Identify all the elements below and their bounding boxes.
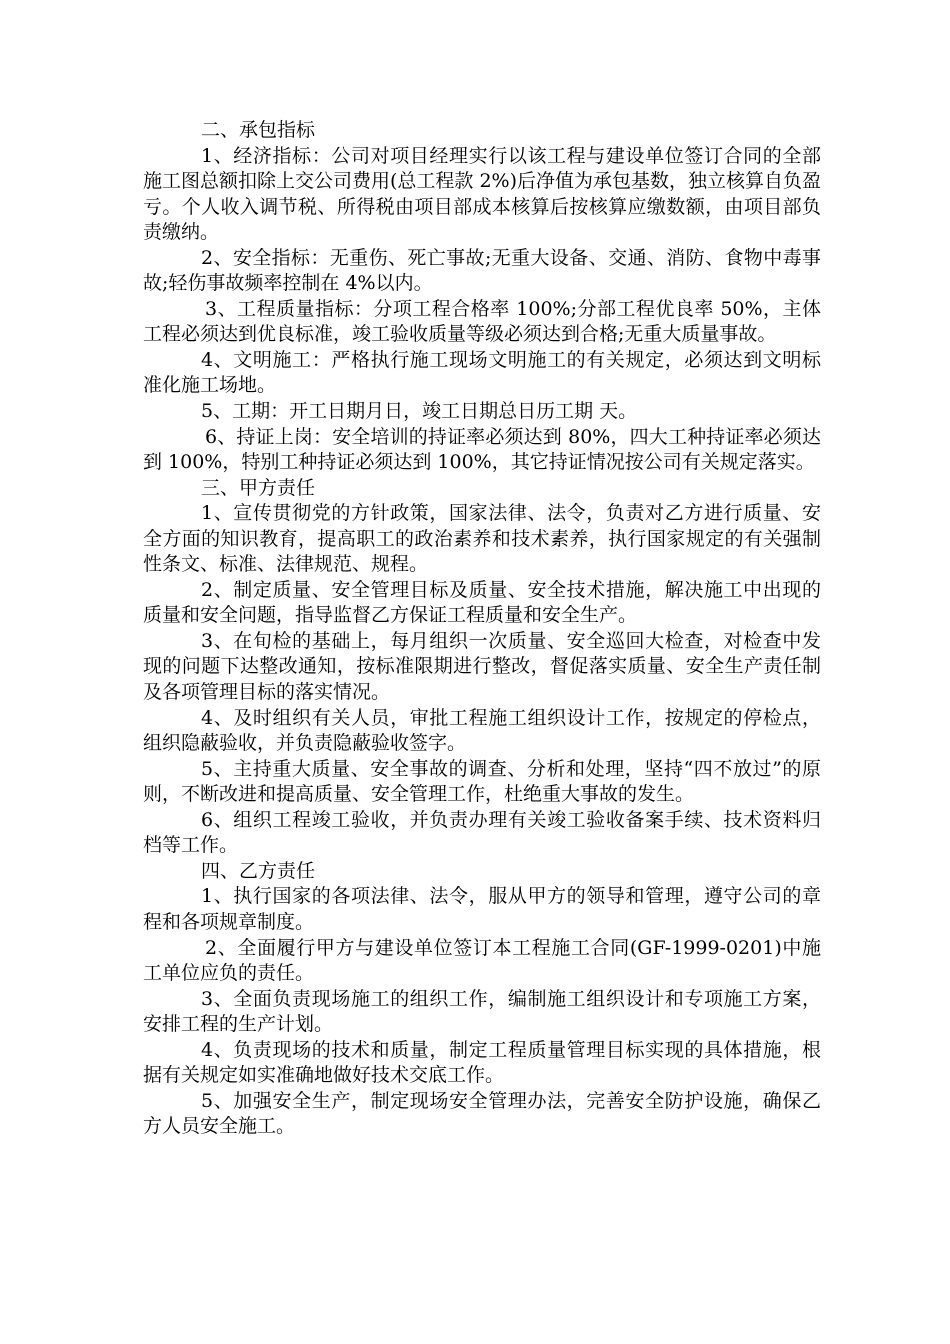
paragraph-safety-target: 2、安全指标：无重伤、死亡事故;无重大设备、交通、消防、食物中毒事故;轻伤事故频率控制在 4%以内。 xyxy=(143,246,821,295)
section-heading-party-b: 四、乙方责任 xyxy=(201,859,316,882)
paragraph-party-b-5: 5、加强安全生产，制定现场安全管理办法，完善安全防护设施，确保乙方人员安全施工。 xyxy=(143,1089,821,1138)
paragraph-civilized-construction: 4、文明施工：严格执行施工现场文明施工的有关规定，必须达到文明标准化施工场地。 xyxy=(143,348,821,397)
paragraph-party-b-2: 2、全面履行甲方与建设单位签订本工程施工合同(GF-1999-0201)中施工单位应负的责任。 xyxy=(143,936,821,985)
paragraph-party-b-3: 3、全面负责现场施工的组织工作，编制施工组织设计和专项施工方案，安排工程的生产计划。 xyxy=(143,987,821,1036)
paragraph-party-a-3: 3、在旬检的基础上，每月组织一次质量、安全巡回大检查，对检查中发现的问题下达整改通知，按标准限期进行整改，督促落实质量、安全生产责任制及各项管理目标的落实情况。 xyxy=(143,629,821,704)
paragraph-economic-target: 1、经济指标：公司对项目经理实行以该工程与建设单位签订合同的全部施工图总额扣除上交公司费用(总工程款 2%)后净值为承包基数，独立核算自负盈亏。个人收入调节税、所得税由项目部成本核算后按核算应缴数额，由项目部负责缴纳。 xyxy=(143,144,822,244)
paragraph-party-a-4: 4、及时组织有关人员，审批工程施工组织设计工作，按规定的停检点，组织隐蔽验收，并负责隐蔽验收签字。 xyxy=(143,706,821,755)
paragraph-party-a-5: 5、主持重大质量、安全事故的调查、分析和处理，坚持“四不放过”的原则，不断改进和提高质量、安全管理工作，杜绝重大事故的发生。 xyxy=(143,757,821,806)
paragraph-certification: 6、持证上岗：安全培训的持证率必须达到 80%，四大工种持证率必须达到 100%，特别工种持证必须达到 100%，其它持证情况按公司有关规定落实。 xyxy=(143,425,821,474)
paragraph-party-a-6: 6、组织工程竣工验收，并负责办理有关竣工验收备案手续、技术资料归档等工作。 xyxy=(143,808,821,857)
paragraph-party-b-4: 4、负责现场的技术和质量，制定工程质量管理目标实现的具体措施，根据有关规定如实准确地做好技术交底工作。 xyxy=(143,1038,821,1087)
paragraph-schedule: 5、工期：开工日期月日，竣工日期总日历工期 天。 xyxy=(201,400,638,423)
paragraph-party-a-2: 2、制定质量、安全管理目标及质量、安全技术措施，解决施工中出现的质量和安全问题，指导监督乙方保证工程质量和安全生产。 xyxy=(143,578,821,627)
section-heading-contract-targets: 二、承包指标 xyxy=(201,119,316,141)
section-heading-party-a: 三、甲方责任 xyxy=(201,476,316,499)
paragraph-party-a-1: 1、宣传贯彻党的方针政策，国家法律、法令，负责对乙方进行质量、安全方面的知识教育，提高职工的政治素养和技术素养，执行国家规定的有关强制性条文、标准、法律规范、规程。 xyxy=(143,502,821,576)
paragraph-quality-target: 3、工程质量指标：分项工程合格率 100%;分部工程优良率 50%，主体工程必须达到优良标准，竣工验收质量等级必须达到合格;无重大质量事故。 xyxy=(143,297,821,346)
document-body xyxy=(143,118,821,1140)
paragraph-party-b-1: 1、执行国家的各项法律、法令，服从甲方的领导和管理，遵守公司的章程和各项规章制度。 xyxy=(143,885,821,933)
